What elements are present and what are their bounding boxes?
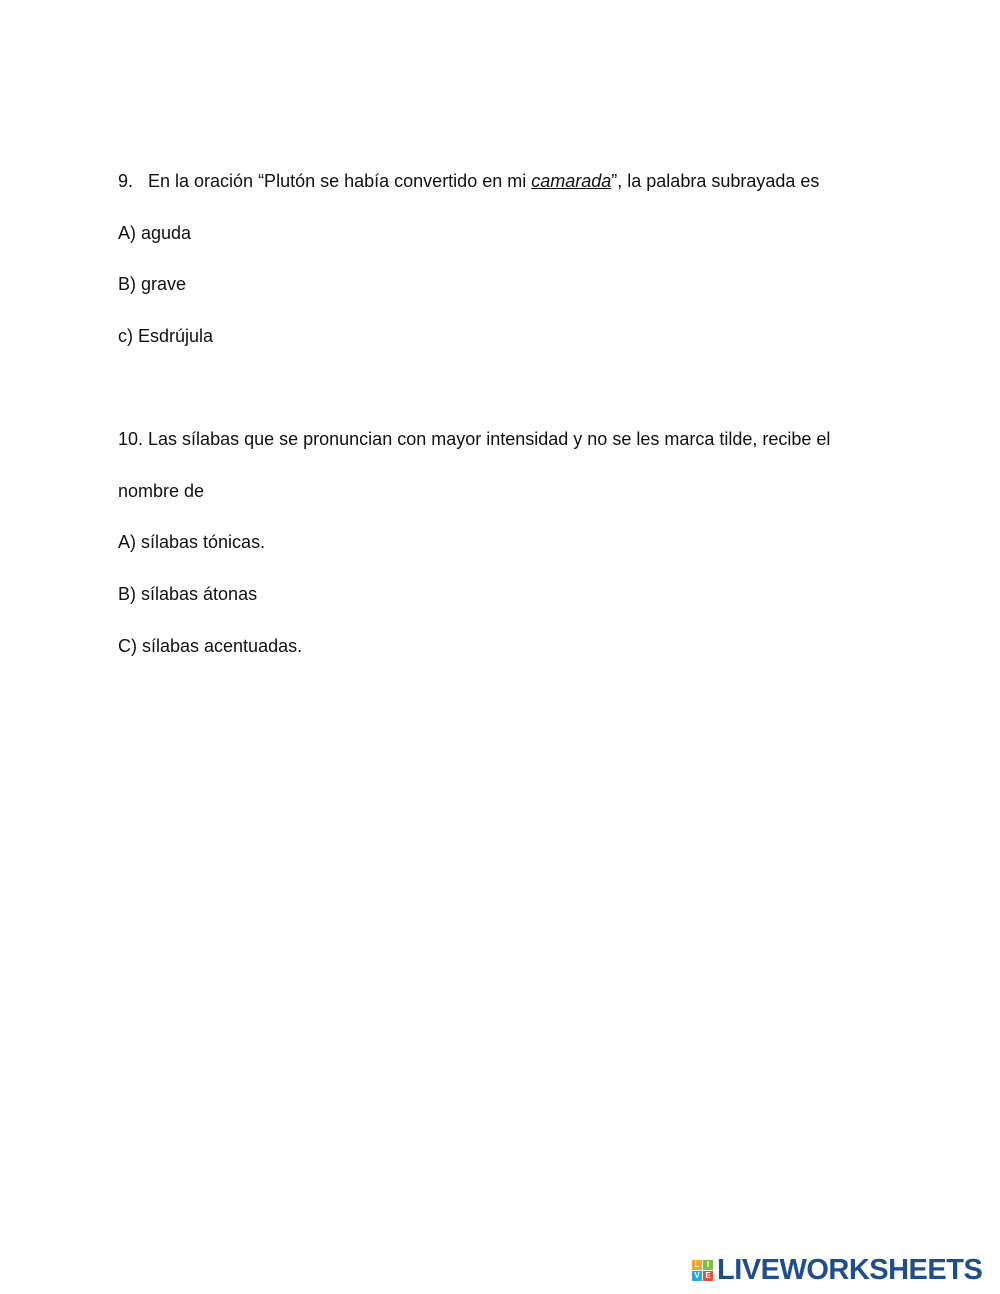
question-9-stem: [118, 170, 819, 192]
liveworksheets-logo-text: LIVEWORKSHEETS: [717, 1254, 983, 1286]
question-10-number: 10.: [118, 429, 144, 449]
question-9-option-b[interactable]: B) grave: [118, 274, 187, 294]
question-9-number: 9.: [118, 171, 134, 191]
logo-mark-cell-i: I: [703, 1260, 713, 1270]
question-9-underlined-word: camarada: [531, 171, 612, 191]
question-10-stem-continuation: nombre de: [118, 481, 205, 501]
question-9-text-after: ”, la palabra subrayada es: [611, 171, 820, 191]
question-10-stem: [118, 428, 830, 450]
logo-mark-cell-v: V: [692, 1271, 702, 1281]
question-9-option-a[interactable]: A) aguda: [118, 223, 192, 243]
logo-mark-cell-e: E: [703, 1271, 713, 1281]
question-10-text-line1: Las sílabas que se pronuncian con mayor intensidad y no se les marca tilde, recibe el: [148, 429, 831, 449]
question-9-text-before: En la oración “Plutón se había convertido en mi: [148, 171, 532, 191]
question-9-option-c[interactable]: c) Esdrújula: [118, 326, 214, 346]
liveworksheets-logo-icon: [692, 1260, 713, 1281]
logo-mark-cell-l: L: [692, 1260, 702, 1270]
question-10-option-a[interactable]: A) sílabas tónicas.: [118, 532, 266, 552]
liveworksheets-logo: [692, 1254, 983, 1286]
question-10-option-b[interactable]: B) sílabas átonas: [118, 584, 258, 604]
question-10-option-c[interactable]: C) sílabas acentuadas.: [118, 636, 303, 656]
